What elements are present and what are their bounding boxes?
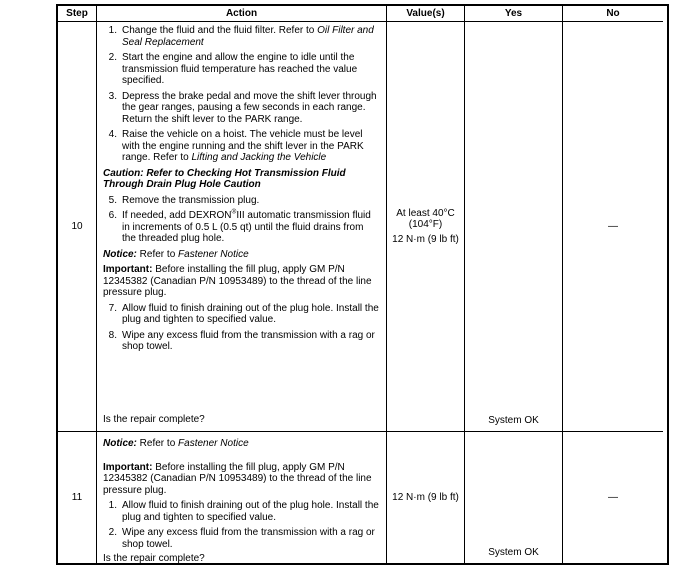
list-number: 1.: [108, 500, 117, 511]
paragraph-text: [122, 129, 380, 164]
action-cell: [96, 431, 386, 563]
no-dash: —: [608, 220, 618, 232]
list-item: [103, 500, 380, 523]
paragraph-text: [103, 168, 346, 191]
text-run: Allow fluid to finish draining out of the plug hole. Install the plug and tighten to specified value.: [122, 302, 379, 325]
values-cell: [386, 21, 464, 431]
text-run: Refer to: [136, 438, 179, 449]
values-cell: [386, 431, 464, 563]
text-run: Before installing the fill plug, apply GM P/N 12345382 (Canadian P/N 10953489) to the thread of the line pressure plug.: [103, 461, 372, 496]
important-paragraph: [103, 264, 380, 299]
paragraph-text: [122, 210, 380, 245]
text-run: Important:: [103, 264, 153, 275]
text-run: Wipe any excess fluid from the transmission with a rag or shop towel.: [122, 527, 375, 550]
list-item: [103, 330, 380, 353]
action-content: [103, 438, 380, 550]
notice-paragraph: [103, 249, 380, 261]
system-ok-text: System OK: [488, 414, 539, 426]
repair-complete-question: Is the repair complete?: [103, 553, 205, 563]
text-run: Allow fluid to finish draining out of the plug hole. Install the plug and tighten to specified value.: [122, 500, 379, 523]
text-run: Oil Filter and Seal Replacement: [122, 25, 374, 48]
paragraph-text: [122, 25, 380, 48]
table-row-step-11: [58, 431, 667, 563]
text-run: Fastener Notice: [178, 438, 249, 449]
important-paragraph: [103, 462, 380, 497]
paragraph-text: [103, 462, 372, 496]
text-run: III automatic transmission fluid in increments of 0.5 L (0.5 qt) until the fluid drains from the threaded plug hole.: [122, 210, 371, 244]
list-item: [103, 210, 380, 245]
col-header-action: Action: [96, 6, 386, 21]
paragraph-text: [103, 264, 372, 298]
text-run: ®: [231, 208, 237, 216]
text-run: Remove the transmission plug.: [122, 194, 260, 206]
list-item: [103, 25, 380, 48]
step-number-cell: 11: [58, 431, 96, 563]
col-header-values: Value(s): [386, 6, 464, 21]
text-run: Raise the vehicle on a hoist. The vehicle must be level with the engine running and the shift lever in the PARK range. Refer to: [122, 129, 364, 163]
value-line: 12 N·m (9 lb ft): [392, 491, 459, 503]
no-cell: [562, 431, 663, 563]
table-row-step-10: [58, 21, 667, 431]
repair-complete-question: Is the repair complete?: [103, 413, 205, 425]
table-header-row: [58, 6, 667, 21]
list-number: 2.: [108, 527, 117, 538]
list-number: 8.: [108, 329, 117, 341]
step-number-cell: 10: [58, 21, 96, 431]
list-item: [103, 195, 380, 207]
text-run: Lifting and Jacking the Vehicle: [191, 152, 327, 163]
paragraph-text: [103, 438, 249, 449]
text-run: Important:: [103, 461, 153, 473]
text-run: Depress the brake pedal and move the shift lever through the gear ranges, pausing a few seconds in each range. Return the shift lever to the PARK range.: [122, 90, 377, 125]
diagnostic-table: [56, 4, 669, 565]
yes-cell: [464, 431, 562, 563]
text-run: Wipe any excess fluid from the transmission with a rag or shop towel.: [122, 329, 375, 352]
list-number: 1.: [108, 25, 117, 36]
col-header-yes: Yes: [464, 6, 562, 21]
list-number: 3.: [108, 90, 117, 102]
caution-paragraph: [103, 168, 380, 191]
value-line: (104°F): [408, 219, 443, 231]
action-content: [103, 25, 380, 353]
action-cell: [96, 21, 386, 431]
list-item: [103, 91, 380, 126]
list-item: [103, 527, 380, 550]
text-run: Notice:: [103, 438, 137, 449]
text-run: Fastener Notice: [178, 248, 249, 260]
list-number: 7.: [108, 302, 117, 314]
paragraph-text: [122, 52, 380, 87]
notice-paragraph: [103, 438, 380, 450]
list-number: 2.: [108, 52, 117, 63]
text-run: Change the fluid and the fluid filter. Refer to: [122, 25, 318, 36]
col-header-step: Step: [66, 7, 88, 19]
paragraph-text: [122, 500, 380, 523]
list-item: [103, 129, 380, 164]
value-line: At least 40°C: [396, 207, 455, 219]
paragraph-text: [103, 249, 249, 260]
value-line: 12 N·m (9 lb ft): [392, 233, 459, 245]
text-run: Refer to: [136, 248, 179, 260]
paragraph-text: [122, 91, 380, 126]
no-dash: —: [608, 491, 618, 503]
list-number: 6.: [108, 210, 117, 221]
paragraph-text: [122, 330, 380, 353]
text-run: Notice:: [103, 248, 137, 260]
list-item: [103, 52, 380, 87]
system-ok-text: System OK: [488, 546, 539, 558]
yes-cell: [464, 21, 562, 431]
list-number: 4.: [108, 129, 117, 140]
paragraph-text: [122, 527, 380, 550]
col-header-no: No: [562, 6, 663, 21]
text-run: Caution: Refer to Checking Hot Transmission Fluid Through Drain Plug Hole Caution: [103, 167, 346, 190]
no-cell: [562, 21, 663, 431]
list-item: [103, 303, 380, 326]
text-run: Before installing the fill plug, apply GM P/N 12345382 (Canadian P/N 10953489) to the thread of the line pressure plug.: [103, 264, 372, 298]
text-run: Start the engine and allow the engine to idle until the transmission fluid temperature has reached the value specified.: [122, 52, 358, 86]
paragraph-text: [122, 303, 380, 326]
text-run: If needed, add DEXRON: [122, 210, 232, 221]
list-number: 5.: [108, 194, 117, 206]
paragraph-text: [122, 195, 259, 207]
